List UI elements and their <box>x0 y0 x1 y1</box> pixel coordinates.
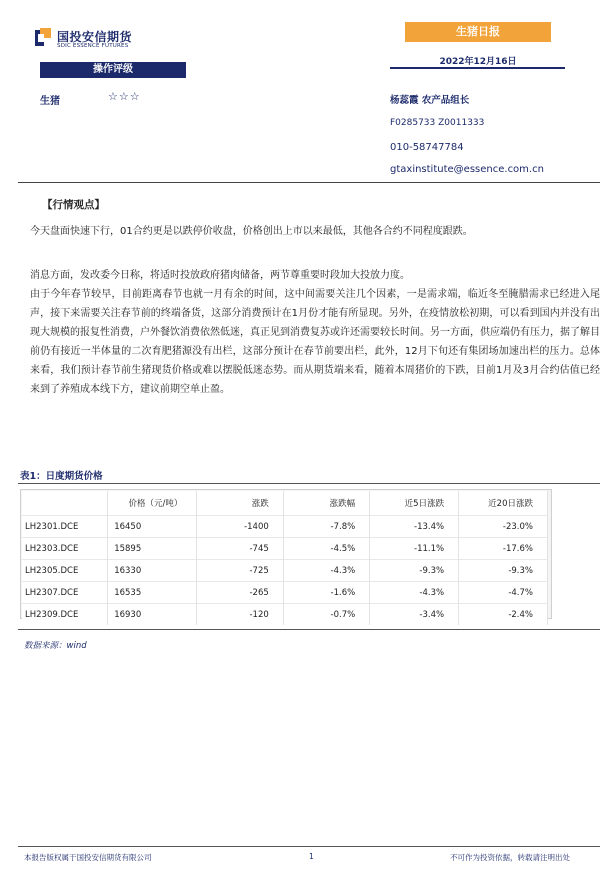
cell-20d-change: -9.3% <box>459 560 548 582</box>
cell-contract: LH2303.DCE <box>22 538 108 560</box>
report-type-banner: 生猪日报 <box>405 22 551 42</box>
cell-20d-change: -4.7% <box>459 582 548 604</box>
cell-contract: LH2307.DCE <box>22 582 108 604</box>
company-logo <box>35 28 145 54</box>
data-source-note: 数据来源：wind <box>24 641 87 651</box>
report-date: 2022年12月16日 <box>439 57 517 67</box>
cell-contract: LH2301.DCE <box>22 516 108 538</box>
rating-label-bar: 操作评级 <box>40 62 186 78</box>
cell-change-pct: -0.7% <box>283 604 369 626</box>
logo-english-name: SDIC ESSENCE FUTURES <box>57 43 129 49</box>
section-title: 【行情观点】 <box>42 199 105 211</box>
cell-change: -745 <box>197 538 283 560</box>
cell-contract: LH2309.DCE <box>22 604 108 626</box>
cell-price: 16535 <box>108 582 197 604</box>
table-row <box>22 604 548 626</box>
cell-5d-change: -11.1% <box>370 538 459 560</box>
cell-5d-change: -3.4% <box>370 604 459 626</box>
footer-divider <box>18 846 600 847</box>
contact-phone: 010-58747784 <box>390 142 464 153</box>
cell-change-pct: -4.3% <box>283 560 369 582</box>
cell-20d-change: -23.0% <box>459 516 548 538</box>
cell-price: 16450 <box>108 516 197 538</box>
column-header-change-pct: 涨跌幅 <box>283 491 369 516</box>
column-header-change: 涨跌 <box>197 491 283 516</box>
cell-20d-change: -2.4% <box>459 604 548 626</box>
column-header-5d-change: 近5日涨跌 <box>370 491 459 516</box>
cell-change: -725 <box>197 560 283 582</box>
cell-change-pct: -1.6% <box>283 582 369 604</box>
source-divider <box>18 629 600 630</box>
cell-contract: LH2305.DCE <box>22 560 108 582</box>
cell-change-pct: -7.8% <box>283 516 369 538</box>
analyst-name: 杨蕊霞 农产品组长 <box>390 95 470 106</box>
table-row <box>22 538 548 560</box>
cell-5d-change: -13.4% <box>370 516 459 538</box>
page-number: 1 <box>309 852 314 861</box>
cell-20d-change: -17.6% <box>459 538 548 560</box>
logo-chinese-name: 国投安信期货 <box>57 30 133 44</box>
cell-change: -265 <box>197 582 283 604</box>
cell-price: 16930 <box>108 604 197 626</box>
cell-5d-change: -4.3% <box>370 582 459 604</box>
paragraph-market-summary: 今天盘面快速下行，01合约更是以跌停价收盘，价格创出上市以来最低，其他各合约不同程度跟跌。 <box>30 226 473 237</box>
table-row <box>22 560 548 582</box>
table-top-rule <box>18 483 600 484</box>
footer-disclaimer: 不可作为投资依据，转载请注明出处 <box>450 853 570 862</box>
header-divider <box>18 182 600 183</box>
table-header-row <box>22 491 548 516</box>
rating-stars: ☆☆☆ <box>108 90 141 103</box>
analyst-certificates: F0285733 Z0011333 <box>390 118 485 128</box>
cell-5d-change: -9.3% <box>370 560 459 582</box>
column-header-20d-change: 近20日涨跌 <box>459 491 548 516</box>
paragraph-news: 消息方面，发改委今日称，将适时投放政府猪肉储备，两节尊重要时段加大投放力度。 <box>30 270 410 281</box>
commodity-name: 生猪 <box>40 96 60 107</box>
column-header-contract <box>22 491 108 516</box>
column-header-price: 价格（元/吨） <box>108 491 197 516</box>
cell-change: -120 <box>197 604 283 626</box>
futures-price-table <box>22 491 548 625</box>
footer-copyright: 本报告版权属于国投安信期货有限公司 <box>24 853 152 862</box>
cell-price: 15895 <box>108 538 197 560</box>
table-row <box>22 582 548 604</box>
cell-price: 16330 <box>108 560 197 582</box>
date-underline <box>390 67 565 69</box>
table-title: 表1：日度期货价格 <box>20 471 103 482</box>
logo-mark-icon <box>35 28 51 48</box>
contact-email[interactable]: gtaxinstitute@essence.com.cn <box>390 164 544 175</box>
paragraph-analysis: 由于今年春节较早，目前距离春节也就一月有余的时间，这中间需要关注几个因素，一是需求端，临近冬至腌腊需求已经进入尾声，接下来需要关注春节前的终端备货，这部分消费预计在1月份才能有所显现。另外，在疫情放松初期，可以看到国内并没有出现大规模的报复性消费，户外餐饮消费依然低迷，真正见到消费复苏或许还需要较长时间。另一方面，供应端仍有压力，据了解目前仍有接近一半体量的二次育肥猪源没有出栏，这部分预计在春节前要出栏，此外，12月下旬还有集团场加速出栏的压力。总体来看，我们预计春节前生猪现货价格或难以摆脱低迷态势。而从期货端来看，随着本周猪价的下跌，目前1月及3月合约估值已经来到了养殖成本线下方，建议前期空单止盈。 <box>30 289 600 395</box>
table-row <box>22 516 548 538</box>
cell-change-pct: -4.5% <box>283 538 369 560</box>
cell-change: -1400 <box>197 516 283 538</box>
